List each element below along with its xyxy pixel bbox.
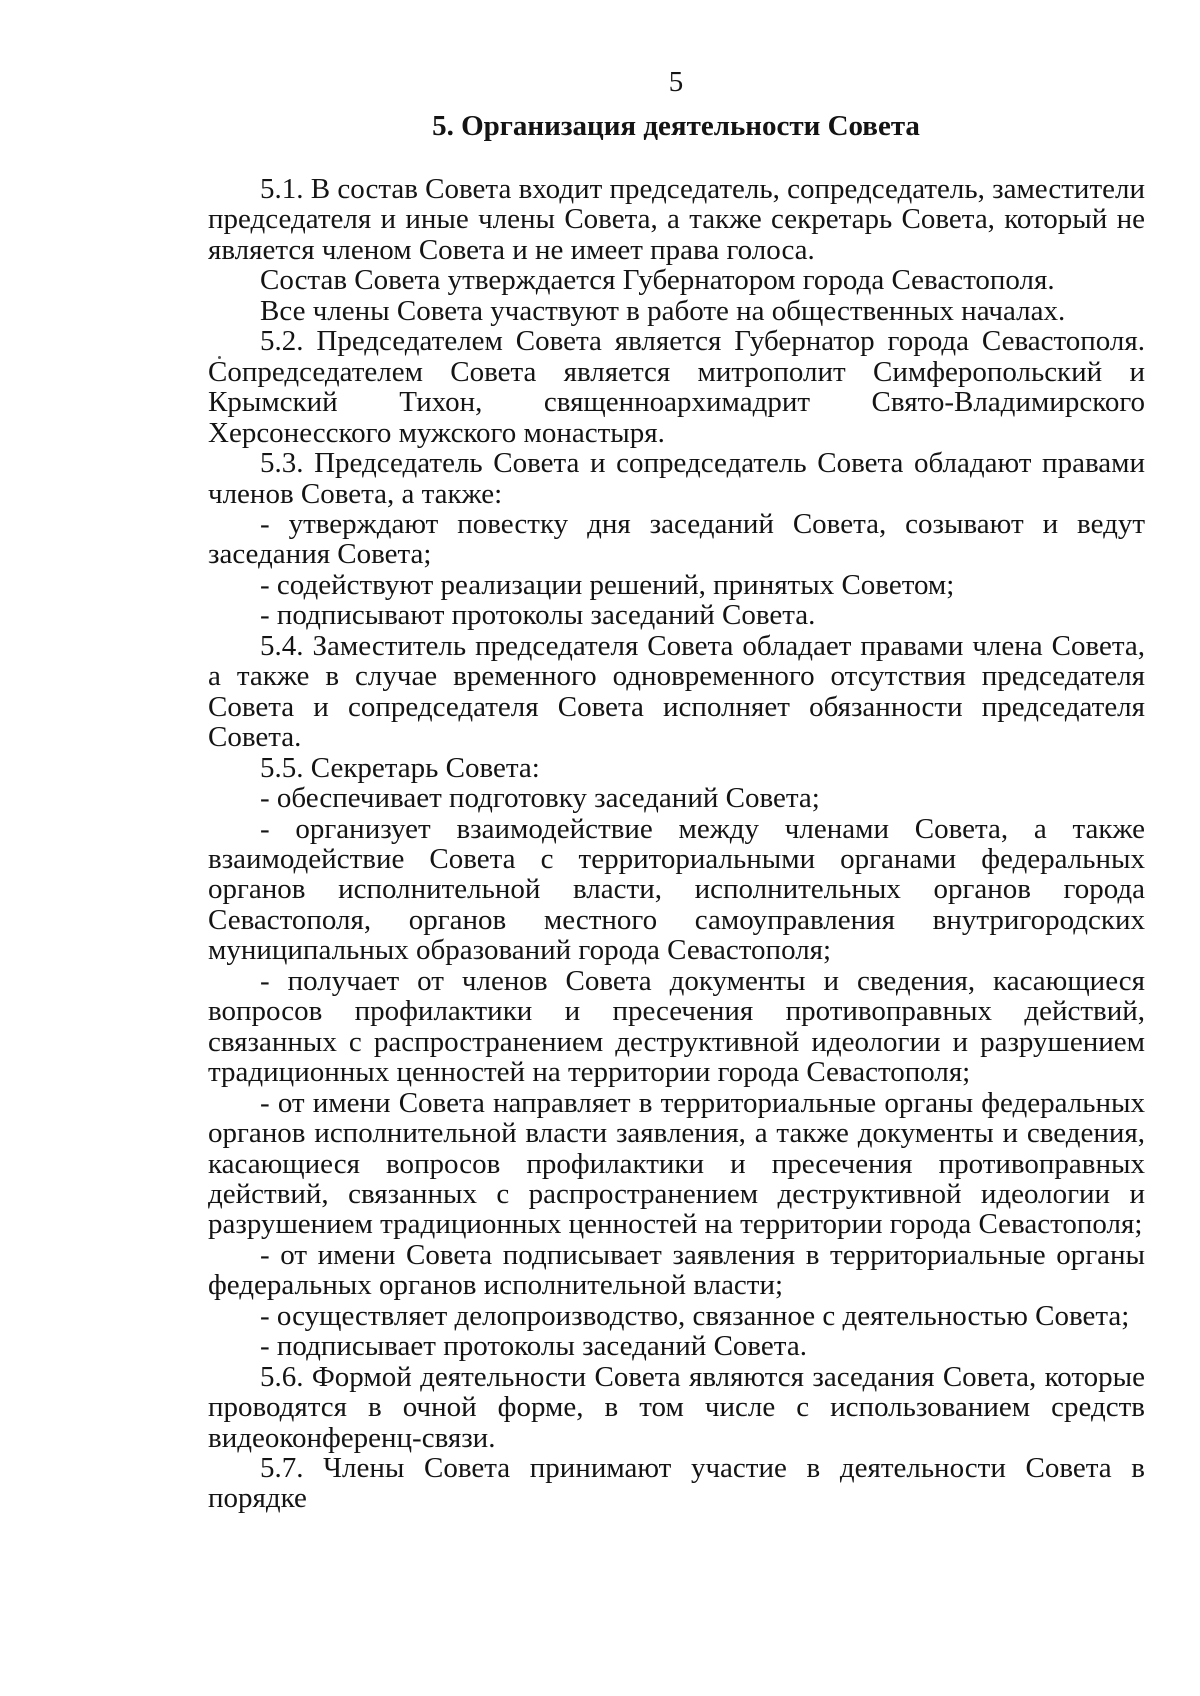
list-item-sign-meeting-protocols: - подписывает протоколы заседаний Совета. xyxy=(260,1330,807,1363)
list-item-sign-protocols: - подписывают протоколы заседаний Совета. xyxy=(260,599,816,632)
paragraph-5-2: 5.2. Председателем Совета является Губернатор города Севастополя. Сопредседателем Совета является митрополит Симферопольский и Крымский Тихон, священноархимадрит Свято-Владимирского Херсонесского мужского монастыря. xyxy=(208,325,1145,449)
paragraph-5-5: 5.5. Секретарь Совета: xyxy=(260,751,540,784)
paragraph-5-7: 5.7. Члены Совета принимают участие в деятельности Совета в порядке xyxy=(208,1452,1145,1515)
paragraph-5-1: 5.1. В состав Совета входит председатель, сопредседатель, заместители председателя и иные члены Совета, а также секретарь Совета, который не является членом Совета и не имеет права голоса. xyxy=(208,173,1145,266)
list-item-prepare-meetings: - обеспечивает подготовку заседаний Совета; xyxy=(260,782,820,815)
section-title: 5. Организация деятельности Совета xyxy=(432,110,920,142)
page-number: 5 xyxy=(668,66,684,98)
paragraph-5-3: 5.3. Председатель Совета и сопредседатель Совета обладают правами членов Совета, а также: xyxy=(208,447,1145,510)
list-item-sign-statements: - от имени Совета подписывает заявления в территориальные органы федеральных органов исполнительной власти; xyxy=(208,1238,1145,1302)
paragraph-voluntary-basis: Все члены Совета участвуют в работе на общественных началах. xyxy=(260,294,1066,327)
list-item-receive-documents: - получает от членов Совета документы и сведения, касающиеся вопросов профилактики и пресечения противоправных действий, связанных с распространением деструктивной идеологии и разрушением традиционных ценностей на территории города Севастополя; xyxy=(208,964,1145,1089)
paragraph-council-composition: Состав Совета утверждается Губернатором города Севастополя. xyxy=(260,264,1055,297)
list-item-record-keeping: - осуществляет делопроизводство, связанное с деятельностью Совета; xyxy=(260,1299,1130,1332)
list-item-assist-decisions: - содействуют реализации решений, принятых Советом; xyxy=(260,568,955,601)
list-item-approve-agenda: - утверждают повестку дня заседаний Совета, созывают и ведут заседания Совета; xyxy=(208,507,1145,571)
list-item-organize-interaction: - организует взаимодействие между членами Совета, а также взаимодействие Совета с территориальными органами федеральных органов исполнительной власти, исполнительных органов города Севастополя, органов местного самоуправления внутригородских муниципальных образований города Севастополя; xyxy=(208,812,1145,967)
document-body xyxy=(208,174,1145,1514)
list-item-send-statements: - от имени Совета направляет в территориальные органы федеральных органов исполнительной власти заявления, а также документы и сведения, касающиеся вопросов профилактики и пресечения противоправных действий, связанных с распространением деструктивной идеологии и разрушением традиционных ценностей на территории города Севастополя; xyxy=(208,1086,1145,1241)
paragraph-5-4: 5.4. Заместитель председателя Совета обладает правами члена Совета, а также в случае временного одновременного отсутствия председателя Совета и сопредседателя Совета исполняет обязанности председателя Совета. xyxy=(208,629,1145,754)
paragraph-5-6: 5.6. Формой деятельности Совета являются заседания Совета, которые проводятся в очной форме, в том числе с использованием средств видеоконференц-связи. xyxy=(208,1360,1145,1454)
